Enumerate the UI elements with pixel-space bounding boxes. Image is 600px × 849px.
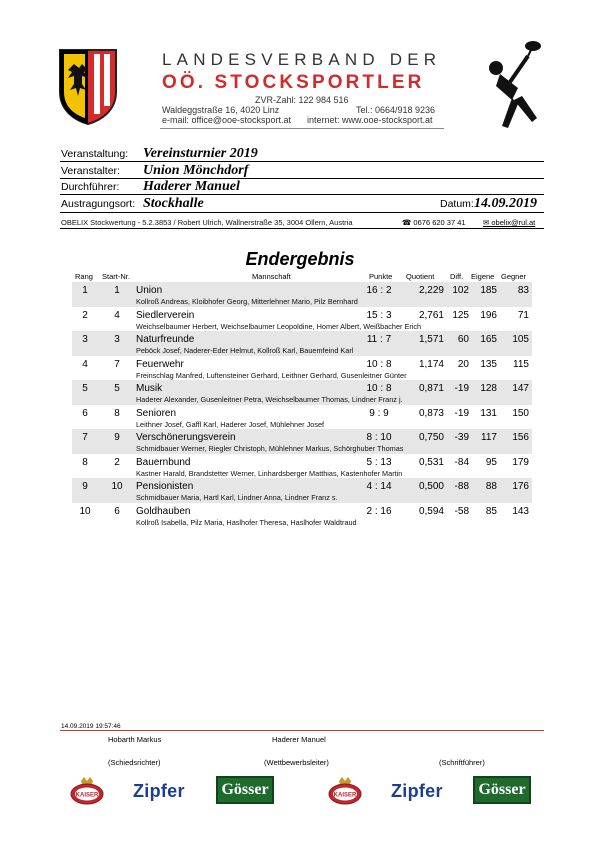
cell-start: 6	[114, 505, 120, 517]
cell-quotient: 2,761	[418, 309, 444, 321]
header-eigene: Eigene	[471, 272, 495, 281]
cell-eigene: 128	[480, 383, 497, 394]
kaiser-logo-text: KAISER	[333, 792, 357, 799]
event-divider	[60, 161, 544, 162]
cell-eigene: 117	[481, 432, 497, 443]
cell-players: Leithner Josef, Gaffl Karl, Haderer Josef, Mühlehner Josef	[136, 419, 325, 429]
letterhead-zvr: ZVR-Zahl: 122 984 516	[255, 95, 349, 105]
cell-eigene: 95	[485, 456, 497, 468]
cell-eigene: 185	[480, 285, 497, 296]
table-row	[72, 331, 532, 356]
cell-team: Feuerwehr	[136, 358, 184, 370]
cell-start: 10	[111, 481, 123, 492]
cell-team: Goldhauben	[136, 505, 191, 517]
obelix-divider	[60, 228, 544, 229]
cell-gegner: 156	[512, 432, 529, 443]
table-row	[72, 503, 532, 528]
cell-rang: 1	[82, 285, 88, 296]
cell-start: 1	[114, 285, 120, 296]
goesser-logo: Gösser	[473, 776, 531, 804]
footer-divider	[60, 730, 544, 731]
cell-diff: 102	[452, 285, 469, 296]
results-table	[72, 282, 532, 527]
cell-eigene: 131	[480, 407, 497, 419]
cell-punkte: 4 : 14	[366, 481, 392, 492]
cell-start: 9	[114, 432, 120, 443]
austragungsort-value: Stockhalle	[143, 196, 204, 211]
header-team: Mannschaft	[252, 272, 291, 281]
cell-players: Schmidbauer Werner, Riegler Christoph, Mühlehner Markus, Schörghuber Thomas	[136, 444, 404, 453]
cell-gegner: 83	[517, 285, 529, 296]
cell-quotient: 2,229	[418, 285, 444, 296]
veranstalter-value: Union Mönchdorf	[143, 163, 249, 178]
cell-gegner: 176	[512, 481, 529, 492]
goesser-logo: Gösser	[216, 776, 274, 804]
header-punkte: Punkte	[369, 272, 393, 281]
cell-gegner: 143	[512, 505, 529, 517]
cell-rang: 3	[82, 334, 88, 345]
event-divider	[60, 194, 544, 195]
cell-diff: -88	[454, 481, 469, 492]
cell-punkte: 2 : 16	[366, 505, 392, 517]
cell-diff: 60	[457, 334, 469, 345]
cell-team: Naturfreunde	[136, 334, 195, 345]
cell-rang: 7	[82, 432, 88, 443]
cell-players: Schmidbauer Maria, Hartl Karl, Lindner Anna, Lindner Franz s.	[136, 493, 338, 502]
cell-players: Kastner Harald, Brandstetter Werner, Linhardsberger Matthias, Kastenhofer Martin	[136, 468, 403, 478]
letterhead-email: e-mail: office@ooe-stocksport.at	[162, 115, 292, 125]
veranstaltung-label: Veranstaltung:	[61, 148, 129, 160]
cell-start: 7	[114, 358, 120, 370]
wettbewerbsleiter-role: (Wettbewerbsleiter)	[264, 758, 329, 767]
schiedsrichter-name: Hobarth Markus	[108, 735, 162, 744]
table-row	[72, 405, 532, 430]
cell-punkte: 15 : 3	[366, 309, 392, 321]
obelix-email-link[interactable]: ✉ obelix@rul.at	[483, 218, 536, 227]
header-quotient: Quotient	[406, 272, 435, 281]
table-row	[72, 429, 532, 454]
letterhead-website: internet: www.ooe-stocksport.at	[307, 115, 433, 125]
durchfuehrer-label: Durchführer:	[61, 181, 120, 193]
cell-diff: 125	[452, 309, 469, 321]
cell-eigene: 88	[485, 481, 497, 492]
cell-gegner: 147	[512, 383, 529, 394]
cell-start: 2	[114, 456, 120, 468]
cell-diff: -19	[454, 383, 469, 394]
cell-players: Kollroß Andreas, Kloibhofer Georg, Mitterlehner Mario, Pilz Bernhard	[136, 297, 358, 306]
austragungsort-label: Austragungsort:	[61, 198, 136, 210]
cell-punkte: 9 : 9	[369, 407, 389, 419]
coat-of-arms-icon	[58, 48, 118, 126]
kaiser-logo	[70, 776, 104, 806]
cell-punkte: 16 : 2	[366, 285, 392, 296]
durchfuehrer-value: Haderer Manuel	[143, 179, 240, 194]
header-diff: Diff.	[450, 272, 464, 281]
kaiser-logo	[328, 776, 362, 806]
cell-players: Haderer Alexander, Gusenleitner Petra, Weichselbaumer Thomas, Lindner Franz j.	[136, 395, 403, 404]
letterhead-phone: Tel.: 0664/918 9236	[356, 105, 436, 115]
cell-gegner: 115	[513, 358, 529, 370]
cell-punkte: 10 : 8	[366, 358, 392, 370]
cell-gegner: 105	[512, 334, 529, 345]
cell-team: Senioren	[136, 407, 177, 419]
cell-team: Musik	[136, 383, 163, 394]
header-gegner: Gegner	[501, 272, 527, 281]
cell-start: 8	[114, 407, 120, 419]
cell-eigene: 135	[480, 358, 497, 370]
cell-diff: -84	[454, 456, 469, 468]
cell-players: Weichselbaumer Herbert, Weichselbaumer Leopoldine, Homer Albert, Weißbacher Erich	[136, 321, 422, 331]
datum-value: 14.09.2019	[474, 196, 537, 211]
datum-label: Datum:	[440, 198, 474, 210]
cell-rang: 6	[82, 407, 88, 419]
cell-start: 5	[114, 383, 120, 394]
veranstalter-label: Veranstalter:	[61, 165, 120, 177]
letterhead-title-line2: OÖ. STOCKSPORTLER	[162, 72, 425, 93]
cell-quotient: 0,750	[418, 432, 444, 443]
cell-team: Verschönerungsverein	[136, 432, 236, 443]
cell-team: Siedlerverein	[136, 309, 195, 321]
cell-gegner: 179	[512, 456, 529, 468]
cell-diff: 20	[457, 358, 469, 370]
cell-gegner: 71	[517, 309, 529, 321]
cell-team: Union	[136, 285, 163, 296]
obelix-phone: ☎ 0676 620 37 41	[402, 218, 466, 227]
cell-quotient: 0,873	[418, 407, 444, 419]
results-title: Endergebnis	[245, 249, 355, 269]
header-rang: Rang	[75, 272, 93, 281]
cell-rang: 2	[82, 309, 88, 321]
cell-gegner: 150	[512, 407, 529, 419]
cell-players: Kollroß Isabella, Pilz Maria, Haslhofer Theresa, Haslhofer Waldtraud	[136, 517, 357, 527]
table-row	[72, 356, 532, 381]
cell-diff: -58	[454, 505, 469, 517]
cell-players: Peböck Josef, Naderer-Eder Helmut, Kollroß Karl, Bauemfeind Karl	[136, 346, 354, 355]
obelix-credit: OBELIX Stockwertung - 5.2.3853 / Robert Ulrich, Wallnerstraße 35, 3004 Ollern, Austria	[61, 218, 353, 227]
table-row	[72, 380, 532, 405]
header-start: Start-Nr.	[102, 272, 130, 281]
cell-diff: -39	[454, 432, 469, 443]
kaiser-logo-text: KAISER	[75, 792, 99, 799]
cell-punkte: 10 : 8	[366, 383, 392, 394]
schiedsrichter-role: (Schiedsrichter)	[108, 758, 161, 767]
wettbewerbsleiter-name: Haderer Manuel	[272, 735, 326, 744]
print-timestamp: 14.09.2019 19:57:46	[61, 723, 121, 730]
cell-quotient: 1,571	[418, 334, 444, 345]
zipfer-logo: Zipfer	[133, 781, 185, 801]
cell-rang: 9	[82, 481, 88, 492]
stocksport-player-icon	[482, 38, 544, 130]
schriftfuehrer-role: (Schriftführer)	[439, 758, 485, 767]
cell-players: Freinschlag Manfred, Luftensteiner Gerhard, Leithner Gerhard, Gusenleitner Günter	[136, 370, 407, 380]
cell-start: 4	[114, 309, 120, 321]
cell-punkte: 8 : 10	[366, 432, 392, 443]
cell-rang: 4	[82, 358, 88, 370]
zipfer-logo: Zipfer	[391, 781, 443, 801]
cell-eigene: 196	[480, 309, 497, 321]
cell-quotient: 0,531	[418, 456, 444, 468]
cell-rang: 10	[79, 505, 91, 517]
cell-quotient: 0,871	[418, 383, 444, 394]
letterhead-title-line1: LANDESVERBAND DER	[162, 50, 442, 69]
event-divider	[60, 212, 544, 213]
cell-punkte: 11 : 7	[366, 334, 392, 345]
veranstaltung-value: Vereinsturnier 2019	[143, 146, 258, 161]
cell-quotient: 1,174	[418, 358, 444, 370]
letterhead-address: Waldeggstraße 16, 4020 Linz	[162, 105, 280, 115]
table-row	[72, 307, 532, 332]
table-row	[72, 282, 532, 307]
cell-rang: 5	[82, 383, 88, 394]
cell-diff: -19	[454, 407, 469, 419]
event-divider	[60, 178, 544, 179]
cell-rang: 8	[82, 456, 88, 468]
table-row	[72, 454, 532, 479]
cell-start: 3	[114, 334, 120, 345]
cell-quotient: 0,594	[418, 505, 444, 517]
letterhead-divider	[160, 128, 444, 129]
cell-team: Pensionisten	[136, 481, 194, 492]
table-row	[72, 478, 532, 503]
cell-team: Bauernbund	[136, 456, 191, 468]
cell-eigene: 165	[480, 334, 497, 345]
cell-punkte: 5 : 13	[366, 456, 392, 468]
cell-eigene: 85	[485, 505, 497, 517]
cell-quotient: 0,500	[418, 481, 444, 492]
